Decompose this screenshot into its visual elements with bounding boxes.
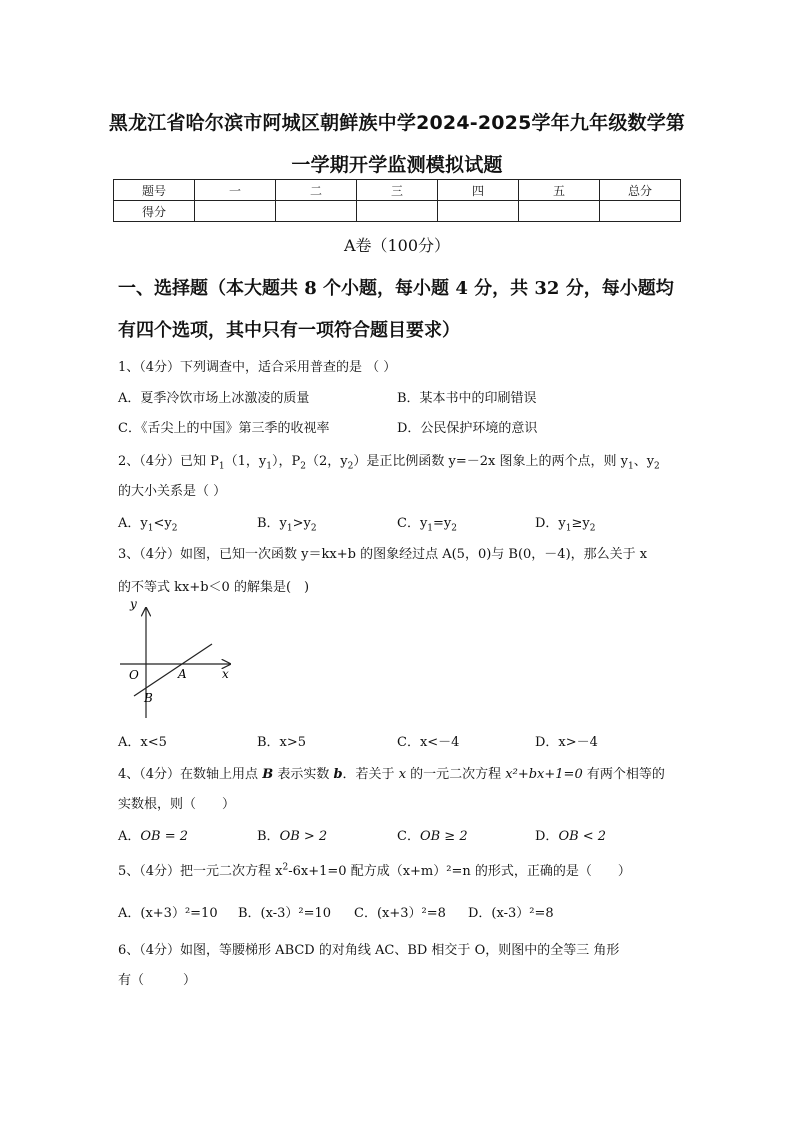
q1-stem: 1、（4分）下列调查中，适合采用普查的是 （ ） bbox=[118, 360, 397, 375]
origin-label: O bbox=[129, 668, 139, 682]
q4-option-a[interactable]: A．OB = 2 bbox=[118, 829, 189, 844]
q4-stem-line-2: 实数根，则（ ） bbox=[118, 797, 236, 812]
score-cell: 一 bbox=[195, 180, 276, 201]
score-table bbox=[113, 179, 681, 222]
q5-stem: 5、（4分）把一元二次方程 $x^2-6x+1=0$ 配方成（x+m）²=n 的形式，正确的是（ ） bbox=[118, 862, 631, 879]
score-blank-cell[interactable] bbox=[195, 201, 276, 222]
q1-option-a[interactable]: A．夏季冷饮市场上冰激凌的质量 bbox=[118, 391, 310, 406]
q5-option-a[interactable]: A．(x+3）²=10 bbox=[118, 906, 218, 921]
score-cell: 四 bbox=[438, 180, 519, 201]
score-cell: 二 bbox=[276, 180, 357, 201]
q6-stem: 6、（4分）如图，等腰梯形 ABCD 的对角线 AC、BD 相交于 O，则图中的全等三 角形 bbox=[118, 943, 620, 958]
q1-option-d[interactable]: D．公民保护环境的意识 bbox=[397, 421, 538, 436]
q3-option-a[interactable]: A．x<5 bbox=[118, 735, 167, 750]
score-blank-cell[interactable] bbox=[438, 201, 519, 222]
q2-stem-line-2: 的大小关系是（ ） bbox=[118, 484, 227, 499]
score-blank-cell[interactable] bbox=[600, 201, 681, 222]
q4-stem: 4、（4分）在数轴上用点 B 表示实数 b．若关于 x 的一元二次方程 x²+bx+1=0 有两个相等的 bbox=[118, 767, 665, 782]
point-a-label: A bbox=[178, 667, 187, 681]
section-heading-line-1: 一、选择题（本大题共 8 个小题，每小题 4 分，共 32 分，每小题均 bbox=[118, 278, 674, 299]
q2-stem: 2、（4分）已知 $P_1(1$，$y_1$），$P_2(2$，$y_2$）是正比例函数 y=－2x 图象上的两个点，则 $y_1$、$y_2$ bbox=[118, 454, 660, 472]
score-cell: 题号 bbox=[114, 180, 195, 201]
q6-stem-line-2: 有（ ） bbox=[118, 973, 197, 988]
q4-option-c[interactable]: C．OB ≥ 2 bbox=[397, 829, 468, 844]
q4-option-b[interactable]: B．OB > 2 bbox=[257, 829, 328, 844]
score-blank-cell[interactable] bbox=[519, 201, 600, 222]
q5-option-d[interactable]: D．(x-3）²=8 bbox=[468, 906, 554, 921]
q2-option-d[interactable]: D．$y_1\ge y_2$ bbox=[535, 516, 596, 534]
point-b-label: B bbox=[144, 691, 153, 705]
q3-option-b[interactable]: B．x>5 bbox=[257, 735, 307, 750]
q2-option-b[interactable]: B．$y_1>y_2$ bbox=[257, 516, 317, 534]
score-table-score-row bbox=[114, 201, 681, 222]
q1-option-b[interactable]: B．某本书中的印刷错误 bbox=[397, 391, 537, 406]
score-table-header-row bbox=[114, 180, 681, 201]
q2-option-c[interactable]: C．$y_1=y_2$ bbox=[397, 516, 458, 534]
score-cell: 五 bbox=[519, 180, 600, 201]
title-line-2: 一学期开学监测模拟试题 bbox=[291, 154, 503, 176]
q1-option-c[interactable]: C．《舌尖上的中国》第三季的收视率 bbox=[118, 421, 330, 436]
score-blank-cell[interactable] bbox=[357, 201, 438, 222]
score-cell: 总分 bbox=[600, 180, 681, 201]
x-axis-label: x bbox=[222, 667, 229, 681]
score-blank-cell[interactable] bbox=[276, 201, 357, 222]
y-axis-label: y bbox=[130, 598, 137, 611]
q3-option-d[interactable]: D．x>－4 bbox=[535, 735, 598, 750]
score-label-cell: 得分 bbox=[114, 201, 195, 222]
q3-stem: 3、（4分）如图，已知一次函数 y＝kx+b 的图象经过点 A(5，0)与 B(0，－4)，那么关于 x bbox=[118, 547, 648, 562]
q3-option-c[interactable]: C．x<－4 bbox=[397, 735, 460, 750]
q2-option-a[interactable]: A．$y_1<y_2$ bbox=[118, 516, 178, 534]
q5-option-b[interactable]: B．(x-3）²=10 bbox=[238, 906, 332, 921]
title-line-1: 黑龙江省哈尔滨市阿城区朝鲜族中学2024-2025学年九年级数学第 bbox=[108, 112, 686, 134]
q3-function-graph bbox=[116, 598, 236, 720]
q3-stem-line-2: 的不等式 kx+b＜0 的解集是( ) bbox=[118, 580, 310, 595]
section-heading-line-2: 有四个选项，其中只有一项符合题目要求） bbox=[118, 320, 460, 341]
volume-label: A卷（100分） bbox=[343, 236, 451, 255]
q4-option-d[interactable]: D．OB < 2 bbox=[535, 829, 607, 844]
score-cell: 三 bbox=[357, 180, 438, 201]
q5-option-c[interactable]: C．(x+3）²=8 bbox=[354, 906, 446, 921]
